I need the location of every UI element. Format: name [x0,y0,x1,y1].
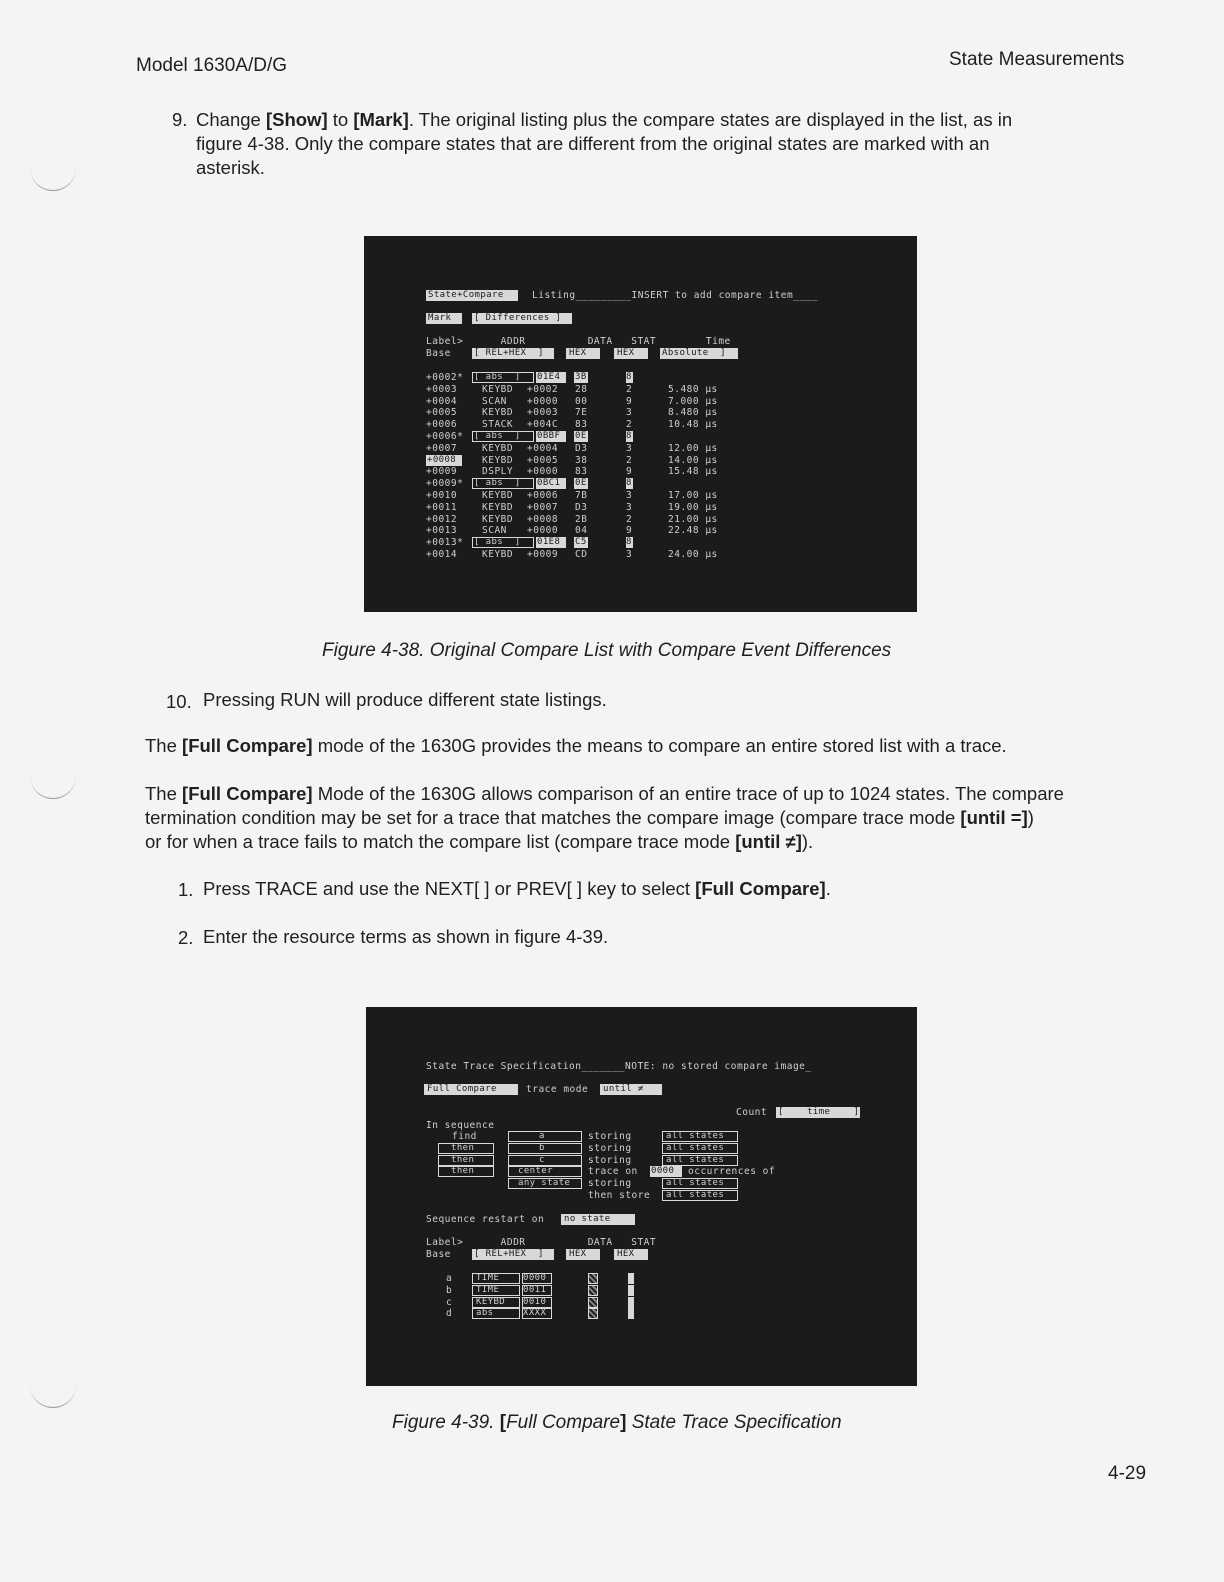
addr-label: KEYBD [482,454,514,466]
compare-addr: 01E8 [537,537,561,548]
compare-label: [ abs ] [474,537,521,548]
seq-qualifier: all states [666,1190,725,1200]
step-1-text: Press TRACE and use the NEXT[ ] or PREV[ ] key to select [Full Compare]. [203,878,831,899]
trace-spec-title: State Trace Specification_______NOTE: no stored compare image_ [426,1061,812,1072]
state-number: +0008 [427,454,457,465]
term-name: b [446,1284,453,1296]
data-value: 83 [575,419,588,431]
label-row: Label> ADDR DATA STAT Time [426,336,731,347]
seq-occurrence-text: occurrences of [688,1166,776,1178]
step-9-line-3: asterisk. [196,157,265,178]
term-value: 0010 [523,1296,547,1307]
compare-addr: 01E4 [537,372,561,382]
base-addr-39: [ REL+HEX ] [474,1249,544,1259]
mode-box-label: Full Compare [427,1084,497,1094]
seq-qualifier: all states [666,1154,725,1165]
figure-4-38-screen [364,236,917,612]
term-data-dontcare [588,1273,598,1284]
addr-value: +0009 [527,549,559,560]
term-name: c [446,1296,453,1308]
state-number: +0002* [426,372,464,383]
data-value: 38 [575,454,588,466]
seq-term-box [508,1155,582,1166]
term-label: TIME [476,1284,500,1295]
time-value: 10.48 µs [668,419,718,431]
stat-value: 2 [626,419,633,431]
step-9-line-2: figure 4-38. Only the compare states that are different from the original states are marked with an [196,133,990,154]
stat-value: 2 [626,383,633,395]
term-stat-fill [628,1273,634,1284]
until-box-label: until ≠ [603,1084,644,1094]
seq-qualifier: all states [666,1178,725,1189]
full-compare-intro: The [Full Compare] mode of the 1630G provides the means to compare an entire stored list with a trace. [145,735,1007,756]
term-label: KEYBD [476,1296,506,1307]
step-9-number: 9. [172,109,188,130]
seq-keyword: find [452,1131,477,1142]
term-stat-fill [628,1297,634,1308]
time-value: 8.480 µs [668,407,718,419]
state-number: +0004 [426,395,458,407]
base-label-39: Base [426,1249,451,1260]
state-number: +0006 [426,419,458,431]
data-value: 83 [575,466,588,478]
seq-term: a [539,1131,545,1141]
compare-data: 0E [575,431,587,441]
stat-value: 3 [626,490,633,501]
addr-label: KEYBD [482,501,514,513]
header-section: State Measurements [949,49,1125,70]
addr-value: +0000 [527,466,559,478]
state-number: +0013* [426,537,464,549]
addr-value: +0000 [527,395,559,407]
addr-label: KEYBD [482,513,514,525]
seq-qualifier: all states [666,1131,725,1141]
term-name: a [446,1273,453,1284]
term-data-dontcare [588,1285,598,1296]
mark-box-label: Mark [428,313,452,323]
time-value: 21.00 µs [668,513,718,525]
addr-value: +0005 [527,454,559,466]
seq-term: center [518,1166,553,1177]
term-stat-fill [628,1308,634,1319]
seq-action: then store [588,1190,651,1201]
stat-value: 3 [626,407,633,419]
stat-value: 3 [626,549,633,560]
compare-data: 0E [575,478,587,489]
time-value: 24.00 µs [668,549,718,560]
differences-box-label: [ Differences ] [474,313,562,323]
seq-action: trace on [588,1166,638,1178]
addr-value: +0000 [527,525,559,537]
compare-label: [ abs ] [474,431,521,441]
count-label: Count [736,1107,768,1118]
addr-label: KEYBD [482,383,514,395]
time-value: 7.000 µs [668,395,718,407]
time-value: 5.480 µs [668,383,718,395]
state-number: +0009* [426,478,464,490]
addr-label: KEYBD [482,442,514,454]
page-number: 4-29 [1108,1463,1147,1484]
addr-label: DSPLY [482,466,514,478]
state-number: +0006* [426,431,464,442]
base-stat: HEX [617,348,635,358]
addr-value: +0002 [527,383,559,395]
compare-data: 3B [575,372,587,382]
term-stat-fill [628,1285,634,1296]
header-model: Model 1630A/D/G [136,55,288,76]
figure-4-39-screen [366,1007,917,1386]
base-data: HEX [569,348,587,358]
figure-4-38-caption: Figure 4-38. Original Compare List with Compare Event Differences [322,640,892,661]
compare-stat: 8 [626,431,632,441]
binder-hole-mark [30,1385,76,1408]
state-number: +0005 [426,407,458,419]
seq-qualifier: all states [666,1142,725,1153]
time-value: 17.00 µs [668,490,718,501]
seq-keyword: then [451,1166,475,1177]
title-box-label: State+Compare [428,290,504,300]
addr-value: +004C [527,419,559,431]
seq-action: storing [588,1178,632,1190]
state-number: +0013 [426,525,458,537]
data-value: D3 [575,501,588,513]
base-stat-39: HEX [617,1249,635,1259]
step-2-text: Enter the resource terms as shown in figure 4-39. [203,926,609,947]
compare-label: [ abs ] [474,478,521,489]
state-number: +0003 [426,383,458,395]
state-number: +0009 [426,466,458,478]
time-value: 15.48 µs [668,466,718,478]
state-number: +0012 [426,513,458,525]
data-value: 04 [575,525,588,537]
term-label: abs [476,1308,494,1319]
seq-term: c [539,1154,545,1165]
seq-action: storing [588,1154,632,1166]
base-label: Base [426,348,451,359]
addr-label: STACK [482,419,514,431]
full-compare-para-line-1: The [Full Compare] Mode of the 1630G allows comparison of an entire trace of up to 1024 states. The compare [145,783,1064,804]
state-number: +0014 [426,549,458,560]
seq-action: storing [588,1131,632,1142]
step-10-number: 10. [166,691,192,712]
stat-value: 3 [626,501,633,513]
stat-value: 3 [626,442,633,454]
compare-addr: 0BC1 [537,478,561,489]
term-data-dontcare [588,1297,598,1308]
state-number: +0011 [426,501,458,513]
binder-hole-mark [30,776,76,799]
base-data-39: HEX [569,1249,587,1259]
compare-addr: 0BBF [537,431,561,441]
seq-term-box [508,1131,582,1142]
full-compare-para-line-3: or for when a trace fails to match the compare list (compare trace mode [until ≠]). [145,831,814,852]
base-addr: [ REL+HEX ] [474,348,544,358]
state-number: +0007 [426,442,458,454]
step-10-text: Pressing RUN will produce different state listings. [203,689,607,710]
term-value: XXXX [523,1308,547,1319]
data-value: 28 [575,383,588,395]
seq-keyword: then [451,1154,475,1165]
compare-stat: 8 [626,478,632,489]
figure-4-39-caption: Figure 4-39. [Full Compare] State Trace Specification [392,1412,842,1433]
data-value: 00 [575,395,588,407]
data-value: CD [575,549,588,560]
trace-mode-label: trace mode [526,1084,589,1095]
addr-label: KEYBD [482,549,514,560]
title-rest: Listing_________INSERT to add compare item____ [532,290,819,301]
time-value: 12.00 µs [668,442,718,454]
state-number: +0010 [426,490,458,501]
compare-data: C5 [575,537,587,548]
seq-term: b [539,1142,545,1153]
restart-label: Sequence restart on [426,1214,545,1225]
term-data-dontcare [588,1308,598,1319]
stat-value: 2 [626,454,633,466]
data-value: 7B [575,490,588,501]
addr-value: +0007 [527,501,559,513]
seq-term: any state [518,1178,571,1189]
seq-keyword: then [451,1142,475,1153]
term-value: 0011 [523,1284,547,1295]
compare-stat: 8 [626,372,632,382]
step-1-number: 1. [178,879,194,900]
addr-label: KEYBD [482,407,514,419]
seq-term-box [508,1143,582,1154]
compare-label: [ abs ] [474,372,521,382]
time-value: 19.00 µs [668,501,718,513]
stat-value: 9 [626,466,633,478]
stat-value: 9 [626,525,633,537]
in-sequence-label: In sequence [426,1120,495,1131]
addr-label: SCAN [482,395,507,407]
step-9-line-1: Change [Show] to [Mark]. The original listing plus the compare states are displayed in the list, as in [196,109,1013,130]
stat-value: 9 [626,395,633,407]
data-value: 2B [575,513,588,525]
seq-occurrence-count: 0000 [651,1166,675,1177]
base-time: Absolute ] [662,348,727,358]
time-value: 14.00 µs [668,454,718,466]
term-label: TIME [476,1273,500,1283]
label-row-39: Label> ADDR DATA STAT [426,1237,657,1248]
addr-value: +0003 [527,407,559,419]
count-box: [ time ] [778,1107,860,1117]
addr-label: KEYBD [482,490,514,501]
data-value: D3 [575,442,588,454]
addr-value: +0006 [527,490,559,501]
seq-action: storing [588,1142,632,1154]
full-compare-para-line-2: termination condition may be set for a trace that matches the compare image (compare trace mode [until =]) [145,807,1034,828]
term-value: 0000 [523,1273,547,1283]
compare-stat: 8 [626,537,632,548]
addr-value: +0008 [527,513,559,525]
binder-hole-mark [30,168,76,191]
restart-box: no state [564,1214,611,1224]
term-name: d [446,1308,453,1320]
step-2-number: 2. [178,927,194,948]
data-value: 7E [575,407,588,419]
addr-value: +0004 [527,442,559,454]
addr-label: SCAN [482,525,507,537]
stat-value: 2 [626,513,633,525]
time-value: 22.48 µs [668,525,718,537]
